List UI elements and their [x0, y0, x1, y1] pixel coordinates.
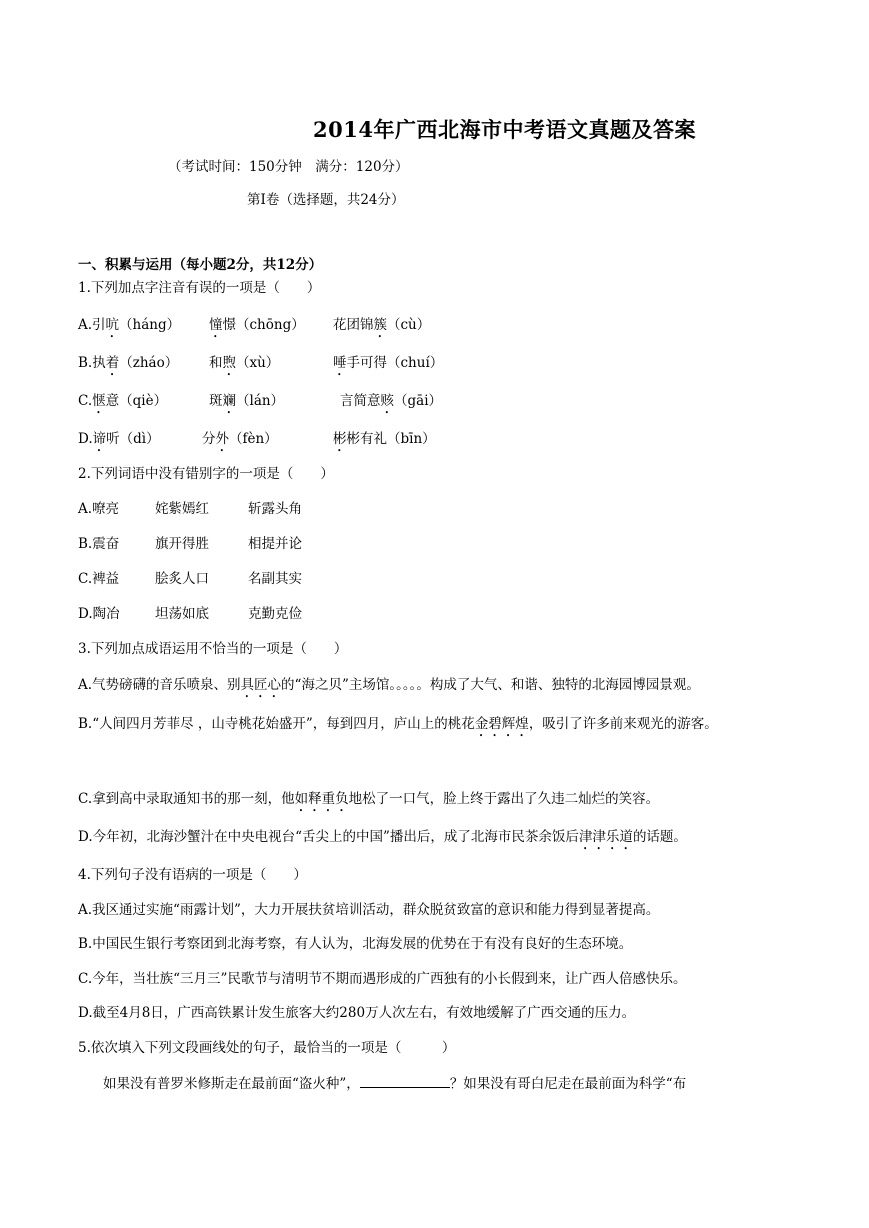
q1-option-c-3: 言简意赅（gāi）	[340, 393, 443, 409]
q1-option-a-1: A.引吭（háng）	[78, 317, 181, 333]
q1-option-a-2: 憧憬（chōng）	[209, 317, 305, 333]
q1-option-a-3: 花团锦簇（cù）	[333, 317, 431, 333]
q1-option-d-3: 彬彬有礼（bīn）	[333, 431, 436, 447]
question-4-stem: 4.下列句子没有语病的一项是（ ）	[78, 867, 307, 883]
q2-option-d-2: 坦荡如底	[155, 606, 209, 622]
q2-option-a-1: A.嘹亮	[78, 501, 120, 517]
q4-option-d: D.截至4月8日，广西高铁累计发生旅客大约280万人次左右，有效地缓解了广西交通的压力。	[78, 1005, 636, 1021]
question-3-stem: 3.下列加点成语运用不恰当的一项是（ ）	[78, 641, 348, 657]
q1-option-b-2: 和煦（xù）	[209, 355, 280, 371]
q3-option-a: A.气势磅礴的音乐喷泉、别具匠心的“海之贝”主场馆。。。。。构成了大气、和谐、独特的北海园博园景观。	[78, 677, 700, 693]
q4-option-a: A.我区通过实施“雨露计划”，大力开展扶贫培训活动，群众脱贫致富的意识和能力得到显著提高。	[78, 902, 660, 918]
q1-option-d-1: D.谛听（dì）	[78, 431, 160, 447]
q4-option-c: C.今年，当壮族“三月三”民歌节与清明节不期而遇形成的广西独有的小长假到来，让广西人倍感快乐。	[78, 971, 687, 987]
exam-info: （考试时间：150分钟 满分：120分）	[168, 159, 409, 175]
question-5-stem: 5.依次填入下列文段画线处的句子，最恰当的一项是（ ）	[78, 1040, 456, 1056]
q4-option-b: B.中国民生银行考察团到北海考察，有人认为，北海发展的优势在于有没有良好的生态环境。	[78, 936, 633, 952]
q2-option-b-1: B.震奋	[78, 536, 120, 552]
q5-passage: 如果没有普罗米修斯走在最前面“盗火种”， ？如果没有哥白尼走在最前面为科学“布	[103, 1076, 687, 1092]
q2-option-b-3: 相提并论	[248, 536, 302, 552]
q2-option-b-2: 旗开得胜	[155, 536, 209, 552]
q1-option-c-1: C.惬意（qiè）	[78, 393, 168, 409]
question-2-stem: 2.下列词语中没有错别字的一项是（ ）	[78, 466, 334, 482]
q2-option-d-3: 克勤克俭	[248, 606, 302, 622]
q2-option-d-1: D.陶冶	[78, 606, 120, 622]
volume-heading: 第Ⅰ卷（选择题，共24分）	[247, 192, 405, 208]
question-1-stem: 1.下列加点字注音有误的一项是（ ）	[78, 280, 321, 296]
document-title: 2014年广西北海市中考语文真题及答案	[313, 117, 696, 142]
q3-option-c: C.拿到高中录取通知书的那一刻，他如释重负地松了一口气，脸上终于露出了久违二灿烂的笑容。	[78, 791, 660, 807]
q1-option-b-3: 唾手可得（chuí）	[333, 355, 444, 371]
q3-option-d: D.今年初，北海沙蟹汁在中央电视台“舌尖上的中国”播出后，成了北海市民茶余饭后津津乐道的话题。	[78, 829, 687, 845]
q1-option-b-1: B.执着（zháo）	[78, 355, 179, 371]
q2-option-c-1: C.裨益	[78, 571, 120, 587]
q2-option-c-2: 脍炙人口	[155, 571, 209, 587]
q1-option-d-2: 分外（fèn）	[202, 431, 278, 447]
q2-option-a-2: 姹紫嫣红	[155, 501, 209, 517]
q2-option-a-3: 斩露头角	[248, 501, 302, 517]
q1-option-c-2: 斑斓（lán）	[209, 393, 285, 409]
q2-option-c-3: 名副其实	[248, 571, 302, 587]
q3-option-b: B.“人间四月芳菲尽 ，山寺桃花始盛开”，每到四月，庐山上的桃花金碧辉煌，吸引了许多前来观光的游客。	[78, 716, 718, 732]
fill-in-blank	[360, 1075, 450, 1088]
section-heading: 一、积累与运用（每小题2分，共12分）	[78, 257, 323, 273]
